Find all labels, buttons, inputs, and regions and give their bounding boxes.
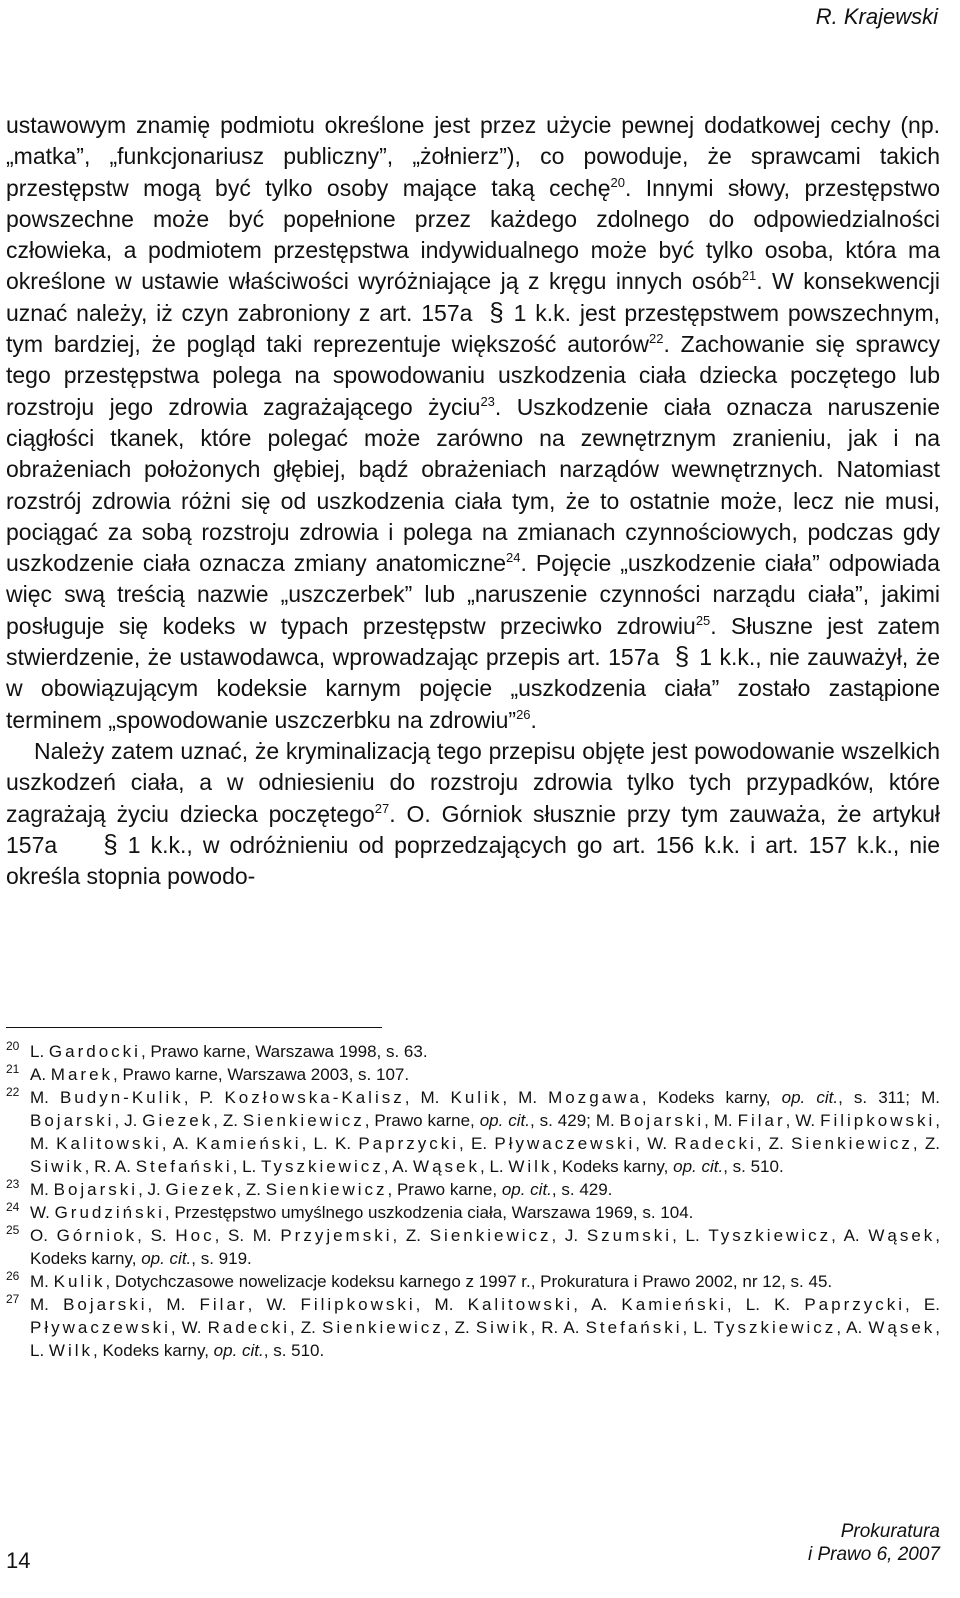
text-run: , W. — [785, 1111, 821, 1130]
author-name: Stefański — [135, 1157, 233, 1176]
text-run: , s. 429. — [551, 1180, 613, 1199]
text-run: , M. — [404, 1088, 451, 1107]
author-name: Filipkowski — [300, 1295, 416, 1314]
text-run: , M. — [147, 1295, 200, 1314]
text-run: , Dotychczasowe nowelizacje kodeksu karnego z 1997 r., Prokuratura i Prawo 2002, nr 12, s. 45. — [105, 1272, 833, 1291]
page-number: 14 — [6, 1548, 31, 1573]
text-run: , s. 429; M. — [529, 1111, 620, 1130]
author-name: Filipkowski — [820, 1111, 936, 1130]
footnote-24 — [6, 1201, 940, 1224]
text-run: , Z. — [392, 1226, 430, 1245]
footnote-ref-27[interactable]: 27 — [374, 800, 390, 816]
text-run: , Z. — [236, 1180, 266, 1199]
text-run: , Kodeks karny, — [641, 1088, 782, 1107]
footnote-number: 21 — [6, 1062, 20, 1076]
text-run: , s. 311; M. — [838, 1088, 940, 1107]
footnote-text — [30, 1224, 940, 1270]
author-name: Sienkiewicz — [322, 1318, 444, 1337]
footnote-22 — [6, 1086, 940, 1178]
author-name: Giezek — [165, 1180, 237, 1199]
footnote-text — [30, 1086, 940, 1178]
text-run: , J. — [138, 1180, 166, 1199]
author-name: Bojarski — [63, 1295, 148, 1314]
journal-line-1: Prokuratura — [840, 1521, 940, 1542]
author-name: Wąsek — [868, 1226, 936, 1245]
footnote-ref-25[interactable]: 25 — [695, 612, 711, 628]
author-name: Wilk — [48, 1341, 94, 1360]
author-name: Tyszkiewicz — [261, 1157, 384, 1176]
paragraph-1: ustawowym znamię podmiotu określone jest przez użycie pewnej dodatkowej cechy (np. „matka”, „funkcjonariusz publiczny”, „żołnierz”), co powoduje, że sprawcami takich przestępstw mogą być tylko osoby mające taką cechę$^{20}$. Innymi słowy, przestępstwo powszechne może być popełnione przez każdego zdolnego do odpowiedzialności człowieka, a podmiotem przestępstwa indywidualnego może być tylko osoba, która ma określone w ustawie właściwości wyróżniające ją z kręgu innych osób$^{21}$. W konsekwencji uznać należy, iż czyn zabroniony z art. 157a § 1 k.k. jest przestępstwem powszechnym, tym bardziej, że pogląd taki reprezentuje większość autorów$^{22}$. Zachowanie się sprawcy tego przestępstwa polega na spowodowaniu uszkodzenia ciała dziecka poczętego lub rozstroju jego zdrowia zagrażającego życiu$^{23}$. Uszkodzenie ciała oznacza naruszenie ciągłości tkanek, które polegać może zarówno na zewnętrznym zranieniu, jak i na obrażeniach położonych głębiej, bądź obrażeniach narządów wewnętrznych. Natomiast rozstrój zdrowia różni się od uszkodzenia ciała tym, że to ostatnie może, lecz nie musi, pociągać za sobą rozstroju zdrowia i polega na zmianach czynnościowych, podczas gdy uszkodzenie ciała oznacza zmiany anatomiczne$^{24}$. Pojęcie „uszkodzenie ciała” odpowiada więc swą treścią nazwie „uszczerbek” lub „naruszenie czynności narządu ciała”, jakimi posługuje się kodeks w typach przestępstw przeciwko zdrowiu$^{25}$. Słuszne jest zatem stwierdzenie, że ustawodawca, wprowadzając przepis art. 157a § 1 k.k., nie zauważył, że w obowiązującym kodeksie karnym pojęcie „uszkodzenia ciała” zostało zastąpione terminem „spowodowanie uszczerbku na zdrowiu”$^{26}$. — [6, 112, 940, 733]
author-name: Kulik — [450, 1088, 503, 1107]
text-run: , Prawo karne, Warszawa 2003, s. 107. — [113, 1065, 410, 1084]
footnote-text — [30, 1270, 940, 1293]
author-name: Kalitowski — [467, 1295, 574, 1314]
text-run: . Zachowanie się sprawcy tego przestępstwa polega na spowodowaniu uszkodzenia ciała dziecka poczętego lub rozstroju jego zdrowia zagrażającego życiu — [6, 331, 940, 420]
text-run: , Z. — [756, 1134, 792, 1153]
footnote-ref-23[interactable]: 23 — [480, 393, 495, 409]
author-name: Paprzycki — [358, 1134, 460, 1153]
text-run: . W konsekwencji uznać należy, iż czyn zabroniony z art. 157a — [6, 268, 940, 326]
author-name: Kulik — [53, 1272, 106, 1291]
text-run: . O. Górniok słusznie przy tym zauważa, że artykuł 157a — [6, 800, 940, 858]
author-name: Radecki — [207, 1318, 290, 1337]
text-run: , Przestępstwo umyślnego uszkodzenia ciała, Warszawa 1969, s. 104. — [164, 1203, 694, 1222]
footnote-ref-22[interactable]: 22 — [649, 331, 664, 347]
text-run: , S. — [137, 1226, 176, 1245]
text-run: , M. — [415, 1295, 468, 1314]
text-run: , J. — [551, 1226, 587, 1245]
author-name: Siwik — [475, 1318, 531, 1337]
body-text — [6, 110, 940, 892]
author-name: Grudziński — [54, 1203, 165, 1222]
footnote-26 — [6, 1270, 940, 1293]
footnote-text — [30, 1063, 940, 1086]
footnote-number: 22 — [6, 1085, 20, 1099]
footnote-ref-26[interactable]: 26 — [516, 706, 531, 722]
author-name: Górniok — [56, 1226, 138, 1245]
text-run: , M. — [704, 1111, 738, 1130]
text-run: . Uszkodzenie ciała oznacza naruszenie ciągłości tkanek, które polegać może zarówno na zewnętrznym zranieniu, jak i na obrażeniach położonych głębiej, bądź obrażeniach narządów wewnętrznych. Natomiast rozstrój zdrowia różni się od uszkodzenia ciała tym, że to ostatnie może, lecz nie musi, pociągać za sobą rozstroju zdrowia i polega na zmianach czynnościowych, podczas gdy uszkodzenie ciała oznacza zmiany anatomiczne — [6, 393, 940, 577]
text-run: , A. — [573, 1295, 622, 1314]
author-name: Paprzycki — [804, 1295, 906, 1314]
footnote-text — [30, 1178, 940, 1201]
footnote-number: 23 — [6, 1177, 20, 1191]
text-run: . Słuszne jest zatem stwierdzenie, że ustawodawca, wprowadzając przepis art. 157a — [6, 612, 940, 671]
text-run: , s. 510. — [263, 1341, 325, 1360]
author-name: Kamieński — [196, 1134, 302, 1153]
author-name: Wąsek — [868, 1318, 936, 1337]
text-run: , s. 510. — [723, 1157, 784, 1176]
text-run: , E. — [905, 1295, 940, 1314]
author-name: Bojarski — [30, 1111, 115, 1130]
author-name: Budyn-Kulik — [59, 1088, 184, 1107]
text-run: , E. — [459, 1134, 495, 1153]
footnote-21 — [6, 1063, 940, 1086]
citation-italic: op. cit. — [781, 1088, 839, 1107]
author-name: Gardocki — [48, 1042, 141, 1061]
text-run: 1 k.k. jest przestępstwem powszechnym, tym bardziej, że pogląd taki reprezentuje większość autorów — [6, 299, 940, 358]
text-run: 1 k.k., w odróżnieniu od poprzedzających go art. 156 k.k. i art. 157 k.k., nie określa stopnia powodo- — [6, 831, 940, 890]
text-run: , L. — [30, 1318, 941, 1360]
text-run: , Kodeks karny, — [552, 1157, 674, 1176]
text-run: , Kodeks karny, — [93, 1341, 214, 1360]
citation-italic: op. cit. — [673, 1157, 724, 1176]
text-run: O. — [30, 1226, 57, 1245]
text-run: , L. — [672, 1226, 709, 1245]
text-run: , A. — [836, 1318, 869, 1337]
author-name: Sienkiewicz — [242, 1111, 365, 1130]
footnote-number: 24 — [6, 1200, 20, 1214]
journal-name — [808, 1520, 940, 1566]
text-run: , M. — [30, 1111, 940, 1153]
text-run: M. — [30, 1295, 64, 1314]
citation-italic: op. cit. — [501, 1180, 552, 1199]
text-run: , A. — [831, 1226, 869, 1245]
text-run: , W. — [247, 1295, 301, 1314]
author-name: Szumski — [586, 1226, 673, 1245]
text-run: , R. A. — [530, 1318, 586, 1337]
text-run: , s. 919. — [191, 1249, 252, 1268]
text-run: , Z. — [912, 1134, 941, 1153]
text-run: ustawowym znamię podmiotu określone jest przez użycie pewnej dodatkowej cechy (np. „matka”, „funkcjonariusz publiczny”, „żołnierz”), co powoduje, że sprawcami takich przestępstw mogą być tylko osoby mające taką cechę — [6, 112, 940, 201]
text-run: . Innymi słowy, przestępstwo powszechne może być popełnione przez każdego zdolnego do odpowiedzialności człowieka, a podmiotem przestępstwa indywidualnego może być tylko osoba, która ma określone w ustawie właściwości wyróżniające ją z kręgu innych osób — [6, 174, 940, 295]
text-run: , J. — [114, 1111, 143, 1130]
running-head: R. Krajewski — [815, 4, 938, 29]
author-name: Hoc — [175, 1226, 215, 1245]
text-run: L. — [30, 1042, 49, 1061]
footnote-ref-21[interactable]: 21 — [741, 268, 757, 284]
citation-italic: op. cit. — [479, 1111, 530, 1130]
text-run: Należy zatem uznać, że kryminalizacją tego przepisu objęte jest powodowanie wszelkich uszkodzeń ciała, a w odniesieniu do rozstroju zdrowia tylko tych przypadków, które zagrażają życiu dziecka poczętego — [6, 737, 940, 827]
footnote-number: 20 — [6, 1039, 20, 1053]
author-name: Bojarski — [619, 1111, 705, 1130]
text-run: , M. — [502, 1088, 549, 1107]
footnote-27 — [6, 1293, 940, 1362]
author-name: Pływaczewski — [494, 1134, 636, 1153]
text-run: , Z. — [213, 1111, 243, 1130]
footnotes — [6, 1040, 940, 1362]
author-name: Kozłowska-Kalisz — [224, 1088, 405, 1107]
text-run: . — [530, 706, 537, 733]
text-run: , L. — [232, 1157, 261, 1176]
text-run: M. — [30, 1272, 54, 1291]
text-run: , Prawo karne, — [364, 1111, 480, 1130]
citation-italic: op. cit. — [213, 1341, 264, 1360]
author-name: Stefański — [585, 1318, 683, 1337]
footnote-25 — [6, 1224, 940, 1270]
footnote-separator — [6, 1027, 382, 1028]
text-run: , Z. — [290, 1318, 322, 1337]
footnote-number: 25 — [6, 1223, 20, 1237]
text-run: A. — [30, 1065, 51, 1084]
author-name: Filar — [199, 1295, 248, 1314]
footnote-20 — [6, 1040, 940, 1063]
author-name: Sienkiewicz — [265, 1180, 388, 1199]
text-run: , R. A. — [84, 1157, 136, 1176]
footnote-text — [30, 1201, 940, 1224]
text-run: , A. — [161, 1134, 197, 1153]
journal-line-2: i Prawo 6, 2007 — [807, 1544, 940, 1565]
text-run: , L. — [682, 1318, 714, 1337]
paragraph-2: Należy zatem uznać, że kryminalizacją tego przepisu objęte jest powodowanie wszelkich uszkodzeń ciała, a w odniesieniu do rozstroju zdrowia tylko tych przypadków, które zagrażają życiu dziecka poczętego$^{27}$. O. Górniok słusznie przy tym zauważa, że artykuł 157a § 1 k.k., w odróżnieniu od poprzedzających go art. 156 k.k. i art. 157 k.k., nie określa stopnia powodo- — [6, 737, 940, 890]
footnote-text — [30, 1040, 940, 1063]
footnote-number: 27 — [6, 1292, 20, 1306]
text-run: , Prawo karne, — [387, 1180, 502, 1199]
author-name: Mozgawa — [548, 1088, 642, 1107]
author-name: Przyjemski — [280, 1226, 393, 1245]
author-name: Wilk — [508, 1157, 553, 1176]
footnote-23 — [6, 1178, 940, 1201]
footnote-text — [30, 1293, 940, 1362]
author-name: Bojarski — [53, 1180, 139, 1199]
text-run: M. — [30, 1180, 54, 1199]
author-name: Kamieński — [621, 1295, 727, 1314]
text-run: , S. M. — [214, 1226, 281, 1245]
author-name: Pływaczewski — [30, 1318, 171, 1337]
text-run: , L. K. — [726, 1295, 805, 1314]
text-run: , W. — [635, 1134, 675, 1153]
author-name: Sienkiewicz — [429, 1226, 552, 1245]
author-name: Sienkiewicz — [791, 1134, 913, 1153]
footnote-ref-20[interactable]: 20 — [610, 174, 625, 190]
author-name: Kalitowski — [56, 1134, 162, 1153]
footnote-ref-24[interactable]: 24 — [506, 550, 521, 566]
text-run: , Kodeks karny, — [30, 1226, 941, 1268]
author-name: Tyszkiewicz — [713, 1318, 837, 1337]
author-name: Siwik — [30, 1157, 85, 1176]
text-run: W. — [30, 1203, 55, 1222]
footnote-number: 26 — [6, 1269, 20, 1283]
citation-italic: op. cit. — [141, 1249, 192, 1268]
text-run: , Z. — [443, 1318, 476, 1337]
text-run: M. — [30, 1088, 60, 1107]
author-name: Giezek — [142, 1111, 214, 1130]
text-run: , L. K. — [301, 1134, 359, 1153]
text-run: , P. — [183, 1088, 225, 1107]
text-run: , Prawo karne, Warszawa 1998, s. 63. — [140, 1042, 428, 1061]
author-name: Wąsek — [413, 1157, 480, 1176]
text-run: 1 k.k., nie zauważył, że w obowiązującym kodeksie karnym pojęcie „uszkodzenia ciała” zostało zastąpione terminem „spowodowanie uszczerbku na zdrowiu” — [6, 644, 940, 733]
author-name: Marek — [50, 1065, 114, 1084]
text-run: , L. — [480, 1157, 509, 1176]
author-name: Tyszkiewicz — [708, 1226, 832, 1245]
text-run: , A. — [383, 1157, 414, 1176]
author-name: Radecki — [674, 1134, 757, 1153]
author-name: Filar — [737, 1111, 786, 1130]
text-run: . Pojęcie „uszkodzenie ciała” odpowiada więc swą treścią nazwie „uszczerbek” lub „naruszenie czynności narządu ciała”, jakimi posługuje się kodeks w typach przestępstw przeciwko zdrowiu — [6, 550, 940, 639]
text-run: , W. — [170, 1318, 208, 1337]
